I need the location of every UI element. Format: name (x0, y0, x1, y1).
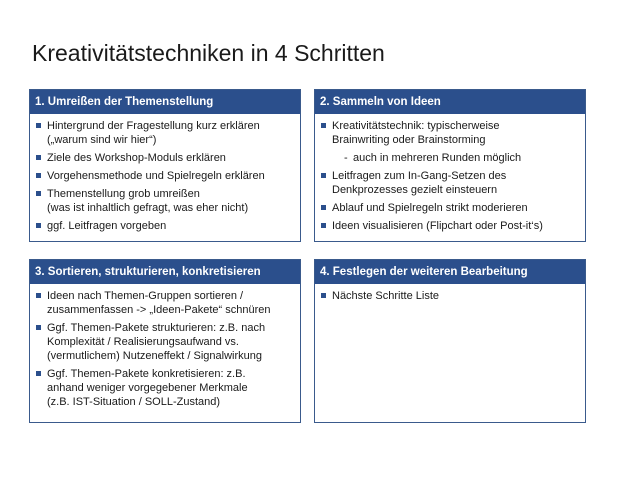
step-3-box (29, 259, 301, 423)
step-2-list (321, 119, 581, 233)
list-item: Ziele des Workshop-Moduls erklären (36, 151, 296, 165)
step-1-header: 1. Umreißen der Themenstellung (30, 90, 300, 114)
list-item: Ggf. Themen-Pakete konkretisieren: z.B. anhand weniger vorgegebener Merkmale (z.B. IST-Situation / SOLL-Zustand) (36, 367, 296, 409)
step-3-list (36, 289, 296, 409)
step-3-header: 3. Sortieren, strukturieren, konkretisieren (30, 260, 300, 284)
list-item: Hintergrund der Fragestellung kurz erklären („warum sind wir hier“) (36, 119, 296, 147)
slide-title: Kreativitätstechniken in 4 Schritten (32, 40, 385, 66)
step-4-list (321, 289, 581, 303)
step-4-box (314, 259, 586, 423)
step-1-list (36, 119, 296, 233)
list-item: Ideen visualisieren (Flipchart oder Post-it‘s) (321, 219, 581, 233)
step-4-header: 4. Festlegen der weiteren Bearbeitung (315, 260, 585, 284)
step-2-box (314, 89, 586, 242)
list-item: Ggf. Themen-Pakete strukturieren: z.B. nach Komplexität / Realisierungsaufwand vs. (vermutlichem) Nutzeneffekt / Signalwirkung (36, 321, 296, 363)
list-item: ggf. Leitfragen vorgeben (36, 219, 296, 233)
step-2-header: 2. Sammeln von Ideen (315, 90, 585, 114)
list-item: Kreativitätstechnik: typischerweise Brainwriting oder Brainstorming (321, 119, 581, 147)
list-item: Leitfragen zum In-Gang-Setzen des Denkprozesses gezielt einsteuern (321, 169, 581, 197)
step-1-box (29, 89, 301, 242)
list-item: Themenstellung grob umreißen (was ist inhaltlich gefragt, was eher nicht) (36, 187, 296, 215)
list-item: Vorgehensmethode und Spielregeln erklären (36, 169, 296, 183)
sub-list-item: - auch in mehreren Runden möglich (321, 151, 581, 165)
list-item: Ablauf und Spielregeln strikt moderieren (321, 201, 581, 215)
list-item: Ideen nach Themen-Gruppen sortieren / zusammenfassen -> „Ideen-Pakete“ schnüren (36, 289, 296, 317)
list-item: Nächste Schritte Liste (321, 289, 581, 303)
